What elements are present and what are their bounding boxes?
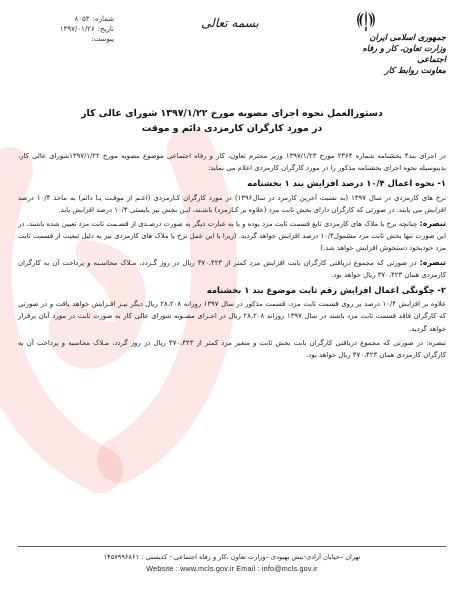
footer-website: Website : www.mcls.gov.ir Email : info@mcls.gov.ir (146, 564, 318, 573)
number-label: شماره: (92, 15, 114, 23)
date-label: تاریخ: (97, 25, 114, 33)
letter-footer (18, 546, 446, 574)
note-1-text: چنانچه نرخ یا ملاک های کارمزدی تابع قسمت ثابت مزد بوده و یا به عبارت دیگر به صورت درصـدی از قسـمت ثابت مزد تعیین شده باشند، در این صورت تنها بخش ثابت مزد مشمول۱۰/۴ درصد افزایش خواهد گردید. (زیرا با این عمل نرخ یا ملاک های کارمزدی نیز به دلیل تبعیت از قسمت ثابت مزد خودبخود دستخوش افزایش خواهد شد.) (18, 220, 446, 253)
section-1-paragraph: نرخ های کارمزدی در سال ۱۳۹۷ (به نسبت آخرین کارمزد در سال۱۳۹۶) در مورد کارگران کـارمزدی (اعـم از موقـت یـا دائم) به ماخذ ۱۰/۴ درصد افزایش می یابند. در صورتی که کارگران دارای بخش ثابت مزد (علاوه بر کـارمزد) باشـند، ایـن بخش نیز بایستی ۱۰/۴ درصد افزایش یابد. (18, 193, 447, 214)
ministry-line-1: جمهوری اسلامی ایران (369, 32, 446, 42)
title-line-1: دستورالعمل نحوه اجرای مصوبه مورخ ۱۳۹۷/۱/۲۲ شورای عالی کار (81, 108, 383, 119)
note-3 (18, 337, 446, 361)
note-3-text: در صورتی که مجموع دریافتی کارگران بابت بخش ثابت و متغیر مزد کمتر از ۳۷۰،۴۲۳ ریال در روز گردد، مـلاک محاسبه و پرداخت آن به کارگران کارمزدی همان ۳۷۰،۴۲۳ ریال خواهد بود. (18, 338, 446, 360)
section-2-heading: ۲- چگونگی اعمال افزایش رقم ثابت موضوع بند ۱ بخشنامه (206, 285, 446, 296)
title-line-2: در مورد کارگران کارمزدی دائم و موقت (141, 123, 323, 134)
document-title (20, 106, 444, 136)
ministry-line-3: معاونت روابط کار (384, 65, 446, 75)
note-2-text: در صورتی که مجموع دریافتی کارگران بابت افزایش مزد کمتر از ۳۷۰،۴۲۳ ریال در روز گـردد، مـلاک محاسـبه و پرداخت آن به کارگران کارمزدی همان ۳۷۰،۴۲۳ ریال خواهد بود. (18, 258, 446, 279)
basmala: بسمه تعالی (201, 16, 259, 30)
note-2-label: تبصره: (419, 257, 446, 267)
intro-paragraph: در اجرای بند۴ بخشنامه شماره ۲۳۶۴ مورخ ۱۳۹۷/۱/۲۳ وزیر محترم تعاون، کار و رفاه اجتماعی موضوع مصوبه مورخ ۱۳۹۷/۱/۲۲شورای عالی کار، بدینوسیله نحوه اجرای بخشنامه مذکور را در مورد کارگران کارمزدی اعلام می نماید: (18, 152, 446, 173)
ministry-header (336, 32, 446, 76)
ministry-line-2: وزارت تعاون، کار و رفاه اجتماعی (362, 43, 446, 64)
letter-meta (24, 14, 114, 44)
number-value: ۸۰۵۳ (74, 15, 90, 23)
section-1-heading: ۱- نحوه اعمال ۱۰/۴ درصد افزایش بند ۱ بخشنامه (247, 178, 446, 189)
section-2-paragraph: علاوه بر افزایش ۱۰/۴ درصد بر روی قسمت ثابت مزد، قسمت مذکور در سال ۱۳۹۷ روزانه ۲۸،۲۰۸ ریال دیگر نیـز افـزایش خواهد یافت و در صورتی که کارگران فاقد قسمت ثابت مزد باشند در سال ۱۳۹۷ روزانه ۲۸،۲۰۸ ریال در اجـرای مصـوبه شورای عالی کار به صورت ثابت در مورد آنان برقرار خواهد گردید. (18, 300, 446, 333)
note-3-label: تبصره: (426, 338, 446, 347)
note-2 (18, 257, 446, 281)
note-1 (18, 218, 446, 255)
document-body (18, 150, 446, 363)
date-value: ۱۳۹۷/۰۱/۲۶ (59, 25, 95, 33)
attachment-label: پیوست: (91, 35, 114, 43)
iran-emblem-icon (355, 8, 377, 32)
note-1-label: تبصره: (419, 219, 446, 229)
footer-address: تهران –خیابان آزادی-نبش بهبودی –وزارت تعاون ،کار و رفاه اجتماعی - کدپستی : ۱۴۵۷۹۹۶۸۶۱ (103, 553, 361, 561)
